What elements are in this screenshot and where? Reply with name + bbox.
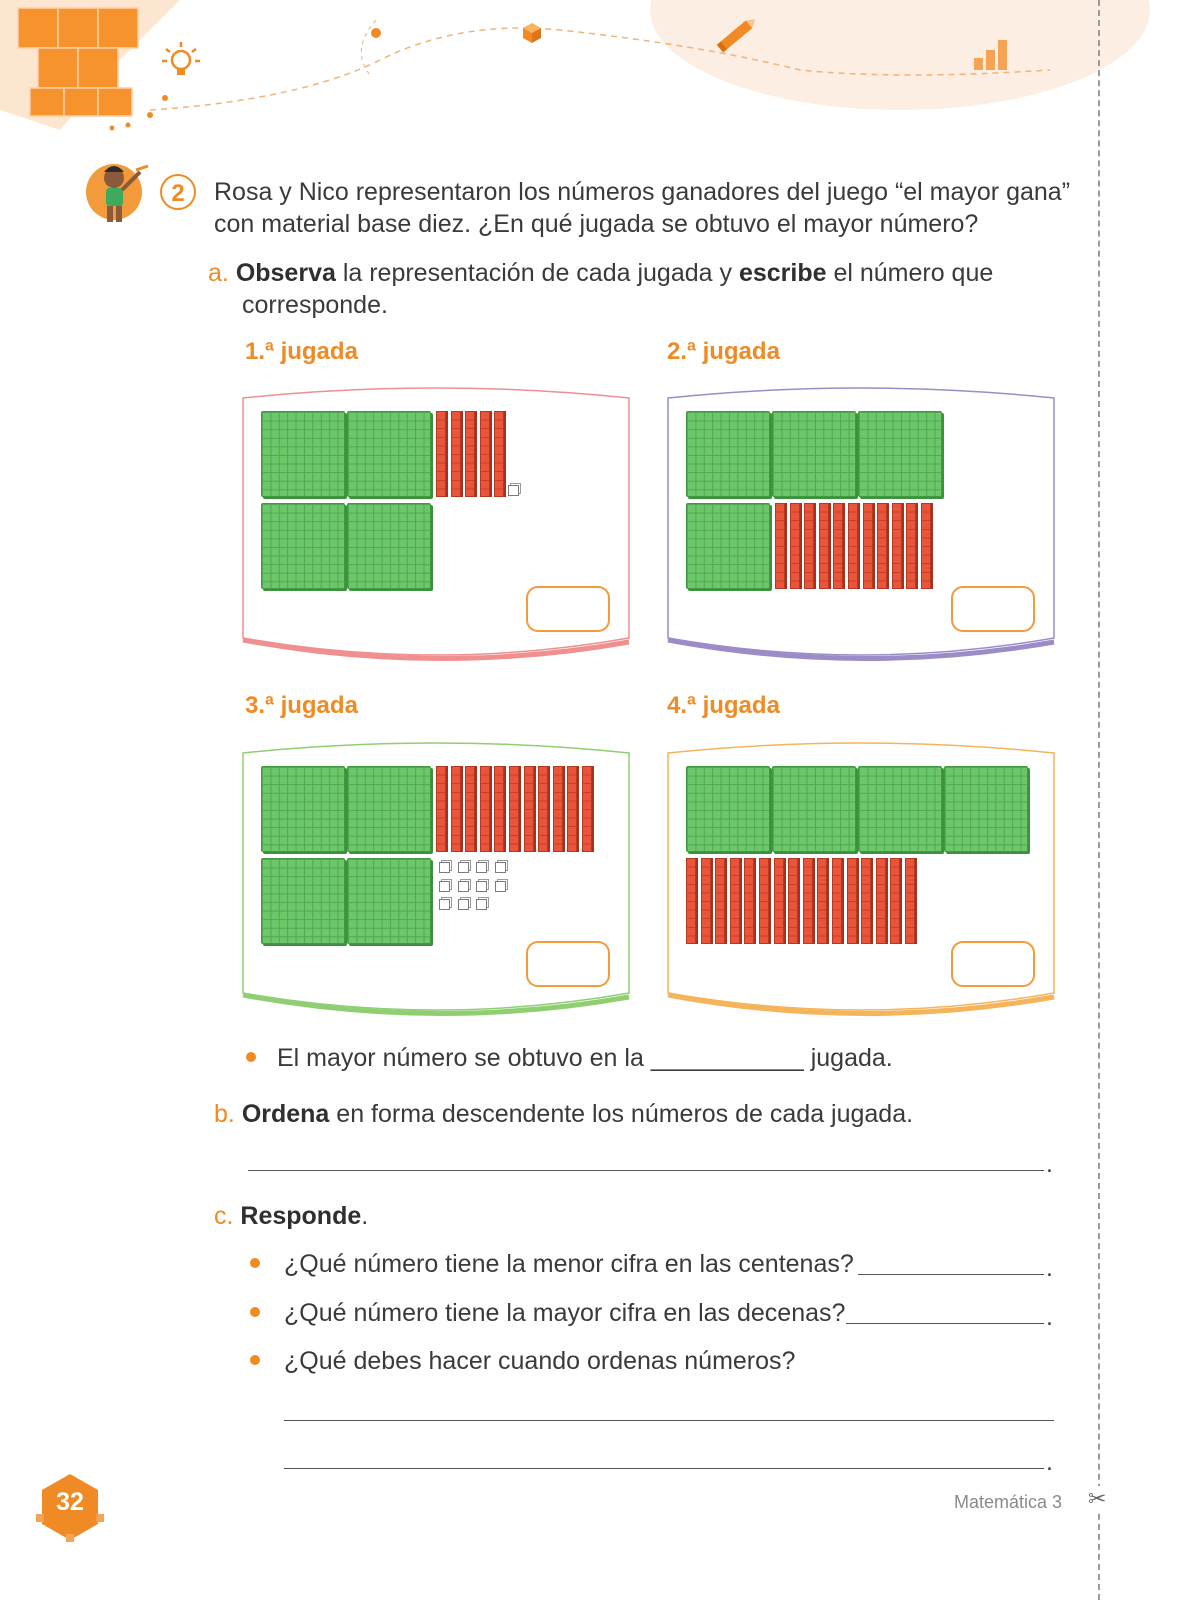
- play-3-label: 3.ª jugada: [245, 692, 358, 719]
- part-c-verb: Responde: [240, 1202, 362, 1230]
- question-3-answer-line-2[interactable]: [284, 1468, 1044, 1469]
- question-1: ¿Qué número tiene la menor cifra en las centenas?: [284, 1250, 854, 1278]
- play-1-panel: [240, 380, 632, 665]
- part-b-end-dot: .: [1046, 1150, 1053, 1178]
- ten-rod: [538, 766, 548, 852]
- ten-rod: [451, 411, 461, 497]
- answer-box[interactable]: [526, 586, 610, 632]
- question-2: ¿Qué número tiene la mayor cifra en las decenas?: [284, 1299, 846, 1327]
- unit-cube: [508, 485, 519, 496]
- ten-rod: [494, 766, 504, 852]
- part-c-instruction: [214, 1200, 368, 1232]
- unit-cube: [476, 881, 487, 892]
- bullet-a-text-1: El mayor número se obtuvo en la: [277, 1044, 644, 1072]
- statement-line-2: con material base diez. ¿En qué jugada se obtuvo el mayor número?: [214, 210, 979, 238]
- question-3-dot: .: [1046, 1448, 1053, 1476]
- ten-rod: [480, 411, 490, 497]
- ten-rod: [817, 858, 827, 944]
- ten-rod: [480, 766, 490, 852]
- hundred-flat: [347, 858, 431, 944]
- question-2-dot: .: [1046, 1303, 1053, 1331]
- ten-rod: [788, 858, 798, 944]
- ten-rod: [905, 858, 915, 944]
- hundred-flat: [347, 503, 431, 589]
- part-c-end: .: [361, 1202, 369, 1230]
- ten-rod: [848, 503, 858, 589]
- ten-rod: [832, 858, 842, 944]
- hundred-flat: [858, 411, 942, 497]
- ten-rod: [436, 411, 446, 497]
- ten-rod: [861, 858, 871, 944]
- question-2-answer-line[interactable]: [846, 1323, 1044, 1324]
- ten-rod: [892, 503, 902, 589]
- part-a-instruction: [208, 257, 1068, 321]
- ten-rod: [890, 858, 900, 944]
- exercise-number: 2: [160, 174, 196, 210]
- ten-rod: [775, 503, 785, 589]
- ten-rod: [759, 858, 769, 944]
- ten-rod: [582, 766, 592, 852]
- bullet-a-sentence: [277, 1042, 893, 1074]
- hundred-flat: [261, 766, 345, 852]
- question-1-dot: .: [1046, 1254, 1053, 1282]
- exercise-statement: [214, 176, 1074, 240]
- ten-rod: [833, 503, 843, 589]
- bullet-dot: [246, 1052, 256, 1062]
- ten-rod: [465, 766, 475, 852]
- part-b-instruction: [214, 1098, 913, 1130]
- hundred-flat: [772, 411, 856, 497]
- answer-box[interactable]: [526, 941, 610, 987]
- part-a-text-1: la representación de cada jugada y: [335, 259, 739, 287]
- pencil-icon: [715, 12, 763, 56]
- unit-cube: [495, 881, 506, 892]
- page-number: 32: [56, 1488, 84, 1516]
- ten-rod: [774, 858, 784, 944]
- part-b-text: en forma descendente los números de cada jugada.: [329, 1100, 914, 1128]
- ten-rod: [863, 503, 873, 589]
- ten-rod: [819, 503, 829, 589]
- ten-rod: [744, 858, 754, 944]
- part-c-letter: c.: [214, 1202, 234, 1230]
- hundred-flat: [261, 411, 345, 497]
- ten-rod: [553, 766, 563, 852]
- unit-cube: [476, 862, 487, 873]
- part-a-verb-observa: Observa: [235, 259, 336, 287]
- small-cube-icon: [522, 22, 542, 44]
- ten-rod: [524, 766, 534, 852]
- unit-cube: [439, 881, 450, 892]
- ten-rod: [451, 766, 461, 852]
- question-3-answer-line-1[interactable]: [284, 1420, 1054, 1421]
- child-avatar-icon: [84, 156, 154, 228]
- scissors-icon: ✂: [1088, 1486, 1107, 1511]
- ten-rod: [465, 411, 475, 497]
- ten-rod: [509, 766, 519, 852]
- question-1-answer-line[interactable]: [858, 1274, 1044, 1275]
- ten-rod: [877, 503, 887, 589]
- ten-rod: [567, 766, 577, 852]
- play-4-panel: [665, 735, 1057, 1020]
- ten-rod: [436, 766, 446, 852]
- unit-cube: [439, 899, 450, 910]
- bullet-dot: [250, 1258, 260, 1268]
- ten-rod: [921, 503, 931, 589]
- unit-cube: [495, 862, 506, 873]
- bullet-dot: [250, 1355, 260, 1365]
- cut-line: [1098, 0, 1100, 1600]
- unit-cube: [458, 881, 469, 892]
- ten-rod: [804, 503, 814, 589]
- part-a-verb-escribe: escribe: [738, 259, 827, 287]
- ten-rod: [906, 503, 916, 589]
- play-3-panel: [240, 735, 632, 1020]
- part-b-verb: Ordena: [241, 1100, 330, 1128]
- answer-box[interactable]: [951, 586, 1035, 632]
- hundred-flat: [858, 766, 942, 852]
- play-1-label: 1.ª jugada: [245, 338, 358, 365]
- ten-rod: [803, 858, 813, 944]
- ten-rod: [494, 411, 504, 497]
- play-4-label: 4.ª jugada: [667, 692, 780, 719]
- hundred-flat: [261, 503, 345, 589]
- bar-chart-icon: [972, 36, 1020, 72]
- ten-rod: [701, 858, 711, 944]
- ten-rod: [790, 503, 800, 589]
- statement-line-1: Rosa y Nico representaron los números ganadores del juego “el mayor gana”: [214, 178, 1071, 206]
- hundred-flat: [686, 411, 770, 497]
- ten-rod: [686, 858, 696, 944]
- answer-box[interactable]: [951, 941, 1035, 987]
- part-a-letter: a.: [208, 259, 229, 287]
- book-title: Matemática 3: [954, 1492, 1063, 1512]
- unit-cube: [458, 899, 469, 910]
- ten-rod: [847, 858, 857, 944]
- part-a-line-2: corresponde.: [242, 291, 388, 319]
- hundred-flat: [261, 858, 345, 944]
- part-a-text-2: el número que: [826, 259, 994, 287]
- hundred-flat: [772, 766, 856, 852]
- part-b-letter: b.: [214, 1100, 235, 1128]
- ten-rod: [730, 858, 740, 944]
- ten-rod: [715, 858, 725, 944]
- play-2-panel: [665, 380, 1057, 665]
- hundred-flat: [944, 766, 1028, 852]
- hundred-flat: [347, 411, 431, 497]
- hundred-flat: [686, 503, 770, 589]
- part-b-answer-line[interactable]: [248, 1170, 1044, 1171]
- unit-cube: [476, 899, 487, 910]
- unit-cube: [458, 862, 469, 873]
- play-2-label: 2.ª jugada: [667, 338, 780, 365]
- lightbulb-icon: [160, 40, 206, 86]
- ten-rod: [876, 858, 886, 944]
- hundred-flat: [686, 766, 770, 852]
- hundred-flat: [347, 766, 431, 852]
- bullet-dot: [250, 1307, 260, 1317]
- unit-cube: [439, 862, 450, 873]
- bullet-a-text-2: jugada.: [810, 1044, 893, 1072]
- question-3: ¿Qué debes hacer cuando ordenas números?: [284, 1347, 796, 1375]
- answer-blank-play[interactable]: ___________: [650, 1044, 804, 1072]
